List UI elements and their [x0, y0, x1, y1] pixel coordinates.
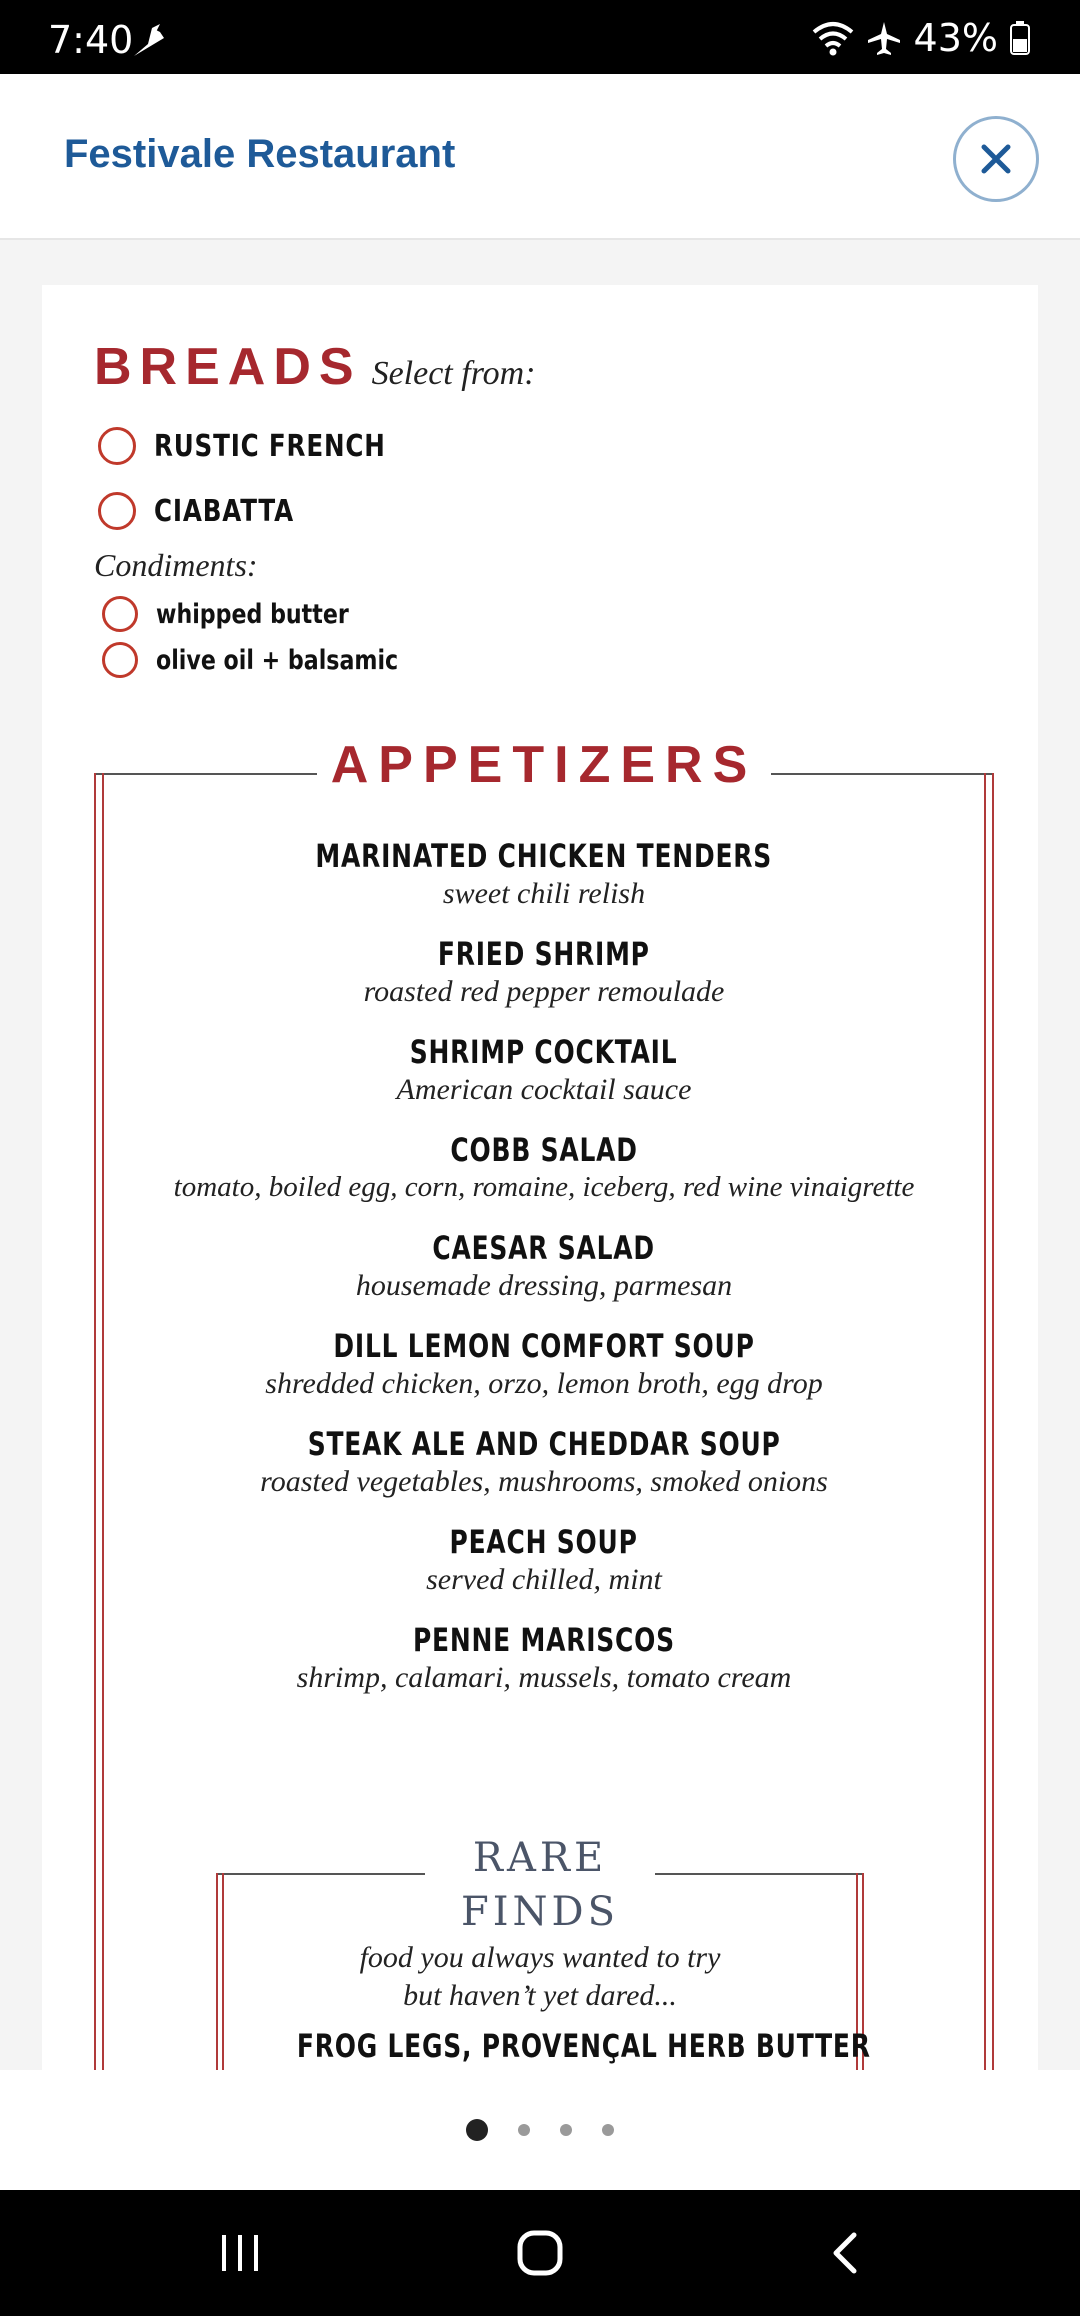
- rare-finds-title-wrap: [216, 1831, 864, 1939]
- dish-description: tomato, boiled egg, corn, romaine, iceberg, red wine vinaigrette: [173, 1171, 915, 1203]
- recent-apps-button[interactable]: [200, 2220, 280, 2286]
- radio-circle-icon[interactable]: [98, 427, 136, 465]
- rare-finds-title: [425, 1831, 655, 1939]
- wifi-icon: [812, 20, 854, 56]
- radio-circle-icon[interactable]: [102, 642, 138, 678]
- breads-subtitle: Select from:: [371, 355, 536, 392]
- dish-name: PEACH SOUP: [449, 1523, 639, 1561]
- dish-name: MARINATED CHICKEN TENDERS: [315, 837, 773, 875]
- dish-name: STEAK ALE AND CHEDDAR SOUP: [307, 1425, 781, 1463]
- close-button[interactable]: [953, 116, 1039, 202]
- bread-option-label: CIABATTA: [154, 493, 294, 529]
- rare-finds-item: [216, 2027, 871, 2065]
- breads-title: BREADS: [94, 338, 362, 396]
- appetizers-title: APPETIZERS: [317, 735, 772, 795]
- home-icon: [516, 2229, 564, 2277]
- dish-name: FRIED SHRIMP: [438, 935, 650, 973]
- dish-description: shredded chicken, orzo, lemon broth, egg drop: [265, 1367, 823, 1400]
- dish-description: sweet chili relish: [442, 877, 646, 910]
- dish-item: [94, 1327, 994, 1401]
- dish-description: American cocktail sauce: [396, 1073, 692, 1106]
- radio-circle-icon[interactable]: [102, 596, 138, 632]
- dish-item: [94, 1425, 994, 1499]
- radio-circle-icon[interactable]: [98, 492, 136, 530]
- dish-name: CAESAR SALAD: [432, 1229, 656, 1267]
- condiment-option-whipped-butter[interactable]: [102, 596, 391, 632]
- dish-name: SHRIMP COCKTAIL: [410, 1033, 678, 1071]
- rare-finds-tagline-line1: food you always wanted to try: [359, 1941, 721, 1974]
- dish-item: [94, 1229, 994, 1303]
- menu-page[interactable]: [42, 285, 1038, 2085]
- page-dot[interactable]: [518, 2124, 530, 2136]
- rare-finds-title-line2: FINDS: [443, 1885, 637, 1939]
- rare-finds-title-line1: RARE: [455, 1831, 625, 1885]
- rare-finds-tagline-line2: but haven’t yet dared...: [403, 1979, 677, 2012]
- dish-name: DILL LEMON COMFORT SOUP: [333, 1327, 755, 1365]
- status-right: [812, 16, 1030, 60]
- page-title: Festivale Restaurant: [64, 132, 456, 176]
- dish-description: housemade dressing, parmesan: [355, 1269, 733, 1302]
- appetizers-section: [94, 736, 994, 2103]
- bread-option-ciabatta[interactable]: [98, 492, 325, 530]
- dish-item: [94, 935, 994, 1009]
- app-header: [0, 74, 1080, 240]
- dish-description: roasted red pepper remoulade: [363, 975, 725, 1008]
- dish-name: FROG LEGS, PROVENÇAL HERB BUTTER: [296, 2027, 871, 2065]
- bread-option-rustic-french[interactable]: [98, 427, 436, 465]
- condiment-option-olive-oil[interactable]: [102, 642, 451, 678]
- dish-item: [94, 837, 994, 911]
- back-button[interactable]: [805, 2220, 885, 2286]
- page-dot[interactable]: [560, 2124, 572, 2136]
- condiment-option-label: olive oil + balsamic: [156, 644, 399, 676]
- dish-item: [94, 1523, 994, 1597]
- page-dot-active[interactable]: [466, 2119, 488, 2141]
- home-button[interactable]: [500, 2220, 580, 2286]
- battery-percent: 43%: [913, 16, 998, 60]
- page-indicator: [0, 2070, 1080, 2190]
- system-nav-bar: [0, 2190, 1080, 2316]
- recent-apps-icon: [218, 2233, 262, 2273]
- battery-icon: [1010, 21, 1030, 55]
- dish-item: [94, 1131, 994, 1204]
- dish-description: served chilled, mint: [426, 1563, 662, 1596]
- bread-option-label: RUSTIC FRENCH: [154, 428, 386, 464]
- status-time: 7:40: [48, 18, 134, 62]
- appetizers-title-wrap: [94, 735, 994, 795]
- condiment-option-label: whipped butter: [156, 598, 349, 630]
- airplane-icon: [866, 20, 902, 56]
- back-icon: [830, 2231, 860, 2275]
- dish-name: PENNE MARISCOS: [413, 1621, 675, 1659]
- dish-description: shrimp, calamari, mussels, tomato cream: [296, 1661, 792, 1694]
- dish-item: [94, 1033, 994, 1107]
- close-icon: [980, 143, 1012, 175]
- page-dot[interactable]: [602, 2124, 614, 2136]
- dish-description: roasted vegetables, mushrooms, smoked onions: [260, 1465, 828, 1498]
- dish-item: [94, 1621, 994, 1695]
- breads-heading: [94, 337, 536, 397]
- dish-name: COBB SALAD: [450, 1131, 638, 1169]
- condiments-label: Condiments:: [94, 547, 258, 583]
- cruise-ship-icon: [130, 24, 170, 60]
- status-bar: [0, 0, 1080, 74]
